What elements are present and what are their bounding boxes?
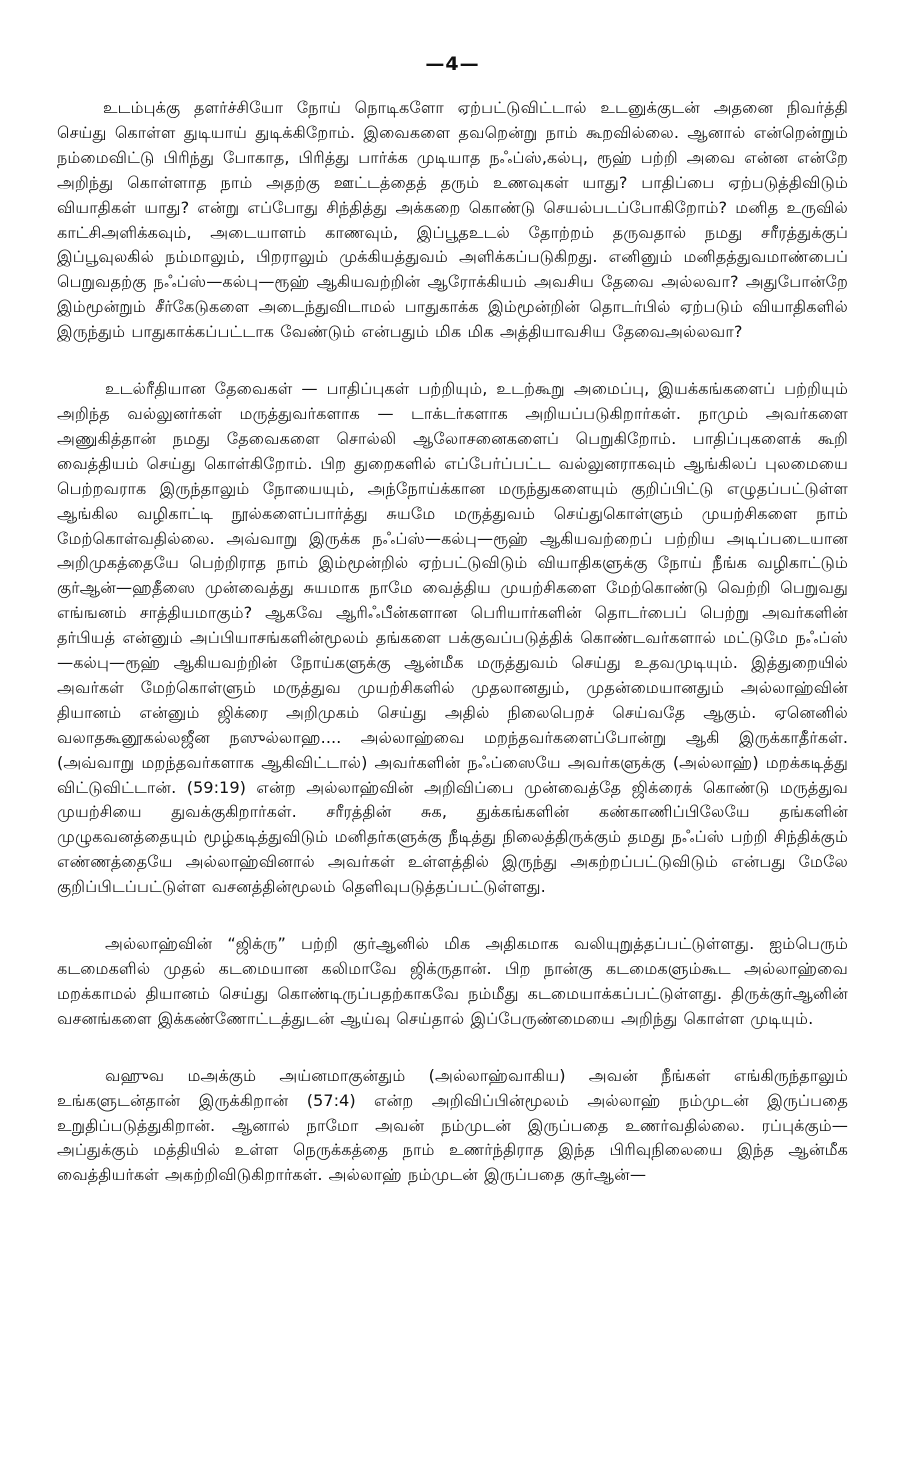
paragraph-dhikr-quran: அல்லாஹ்வின் “ஜிக்ரு” பற்றி குர்ஆனில் மிக அதிகமாக வலியுறுத்தப்பட்டுள்ளது. ஐம்பெரும் கடமைகளில் முதல் கடமையான கலிமாவே ஜிக்ருதான். பிற நான்கு கடமைகளும்கூட அல்லாஹ்வை மறக்காமல் தியானம் செய்து கொண்டிருப்பதற்காகவே நம்மீது கடமையாக்கப்பட்டுள்ளது. திருக்குர்ஆனின் வசனங்களை இக்கண்ணோட்டத்துடன் ஆய்வு செய்தால் இப்பேருண்மையை அறிந்து கொள்ள முடியும். — [57, 934, 848, 1028]
paragraph-allah-with-us: வஹுவ மஅக்கும் அய்னமாகுன்தும் (அல்லாஹ்வாகிய) அவன் நீங்கள் எங்கிருந்தாலும் உங்களுடன்தான் இருக்கிறான் (57:4) என்ற அறிவிப்பின்மூலம் அல்லாஹ் நம்முடன் இருப்பதை உறுதிப்படுத்துகிறான். ஆனால் நாமோ அவன் நம்முடன் இருப்பதை உணர்வதில்லை. ரப்புக்கும்—அப்துக்கும் மத்தியில் உள்ள நெருக்கத்தை நாம் உணர்ந்திராத இந்த பிரிவுநிலையை இந்த ஆன்மீக வைத்தியர்கள் அகற்றிவிடுகிறார்கள். அல்லாஹ் நம்முடன் இருப்பதை குர்ஆன்— — [57, 1065, 848, 1185]
paragraph-spiritual-doctors: உடல்ரீதியான தேவைகள் — பாதிப்புகள் பற்றியும், உடற்கூறு அமைப்பு, இயக்கங்களைப் பற்றியும் அறிந்த வல்லுனர்கள் மருத்துவர்களாக — டாக்டர்களாக அறியப்படுகிறார்கள். நாமும் அவர்களை அணுகித்தான் நமது தேவைகளை சொல்லி ஆலோசனைகளைப் பெறுகிறோம். பாதிப்புகளைக் கூறி வைத்தியம் செய்து கொள்கிறோம். பிற துறைகளில் எப்பேர்ப்பட்ட வல்லுனராகவும் ஆங்கிலப் புலமையை பெற்றவராக இருந்தாலும் நோயையும், அந்நோய்க்கான மருந்துகளையும் குறிப்பிட்டு எழுதப்பட்டுள்ள ஆங்கில வழிகாட்டி நூல்களைப்பார்த்து சுயமே மருத்துவம் செய்துகொள்ளும் முயற்சிகளை நாம் மேற்கொள்வதில்லை. அவ்வாறு இருக்க நஃப்ஸ்—கல்பு—ரூஹ் ஆகியவற்றைப் பற்றிய அடிப்படையான அறிமுகத்தையே பெற்றிராத நாம் இம்மூன்றில் ஏற்பட்டுவிடும் வியாதிகளுக்கு நோய் நீங்க வழிகாட்டும் குர்ஆன்—ஹதீஸை முன்வைத்து சுயமாக நாமே வைத்திய முயற்சிகளை மேற்கொண்டு வெற்றி பெறுவது எங்ஙனம் சாத்தியமாகும்? ஆகவே ஆரிஃபீன்களான பெரியார்களின் தொடர்பைப் பெற்று அவர்களின் தர்பியத் என்னும் அப்பியாசங்களின்மூலம் தங்களை பக்குவப்படுத்திக் கொண்டவர்களால் மட்டுமே நஃப்ஸ்—கல்பு—ரூஹ் ஆகியவற்றின் நோய்களுக்கு ஆன்மீக மருத்துவம் செய்து உதவமுடியும். இத்துறையில் அவர்கள் மேற்கொள்ளும் மருத்துவ முயற்சிகளில் முதலானதும், முதன்மையானதும் அல்லாஹ்வின் தியானம் என்னும் ஜிக்ரை அறிமுகம் செய்து அதில் நிலைபெறச் செய்வதே ஆகும். ஏனெனில் வலாதகூனூகல்லஜீன நஸுல்லாஹ.... அல்லாஹ்வை மறந்தவர்களைப்போன்று ஆகி இருக்காதீர்கள். (அவ்வாறு மறந்தவர்களாக ஆகிவிட்டால்) அவர்களின் நஃப்ஸையே அவர்களுக்கு (அல்லாஹ்) மறக்கடித்து விட்டுவிட்டான். (59:19) என்ற அல்லாஹ்வின் அறிவிப்பை முன்வைத்தே ஜிக்ரைக் கொண்டு மருத்துவ முயற்சியை துவக்குகிறார்கள். சரீரத்தின் சுக, துக்கங்களின் கண்காணிப்பிலேயே தங்களின் முழுகவனத்தையும் மூழ்கடித்துவிடும் மனிதர்களுக்கு நீடித்து நிலைத்திருக்கும் தமது நஃப்ஸ் பற்றி சிந்திக்கும் எண்ணத்தையே அல்லாஹ்வினால் அவர்கள் உள்ளத்தில் இருந்து அகற்றப்பட்டுவிடும் என்பது மேலே குறிப்பிடப்பட்டுள்ள வசனத்தின்மூலம் தெளிவுபடுத்தப்பட்டுள்ளது. — [57, 379, 848, 897]
paragraph-body-care: உடம்புக்கு தளர்ச்சியோ நோய் நொடிகளோ ஏற்பட்டுவிட்டால் உடனுக்குடன் அதனை நிவர்த்தி செய்து கொள்ள துடியாய் துடிக்கிறோம். இவைகளை தவறென்று நாம் கூறவில்லை. ஆனால் என்றென்றும் நம்மைவிட்டு பிரிந்து போகாத, பிரித்து பார்க்க முடியாத நஃப்ஸ்,கல்பு, ரூஹ் பற்றி அவை என்ன என்றே அறிந்து கொள்ளாத நாம் அதற்கு ஊட்டத்தைத் தரும் உணவுகள் யாது? பாதிப்பை ஏற்படுத்திவிடும் வியாதிகள் யாது? என்று எப்போது சிந்தித்து அக்கறை கொண்டு செயல்படப்போகிறோம்? மனித உருவில் காட்சிஅளிக்கவும், அடையாளம் காணவும், இப்பூதஉடல் தோற்றம் தருவதால் நமது சரீரத்துக்குப் இப்பூவுலகில் நம்மாலும், பிறராலும் முக்கியத்துவம் அளிக்கப்படுகிறது. எனினும் மனிதத்துவமாண்பைப் பெறுவதற்கு நஃப்ஸ்—கல்பு—ரூஹ் ஆகியவற்றின் ஆரோக்கியம் அவசிய தேவை அல்லவா? அதுபோன்றே இம்மூன்றும் சீர்கேடுகளை அடைந்துவிடாமல் பாதுகாக்க இம்மூன்றின் தொடர்பில் ஏற்படும் வியாதிகளில் இருந்தும் பாதுகாக்கப்பட்டாக வேண்டும் என்பதும் மிக மிக அத்தியாவசிய தேவைஅல்லவா? — [57, 98, 848, 342]
page-number: —4— — [425, 53, 480, 75]
